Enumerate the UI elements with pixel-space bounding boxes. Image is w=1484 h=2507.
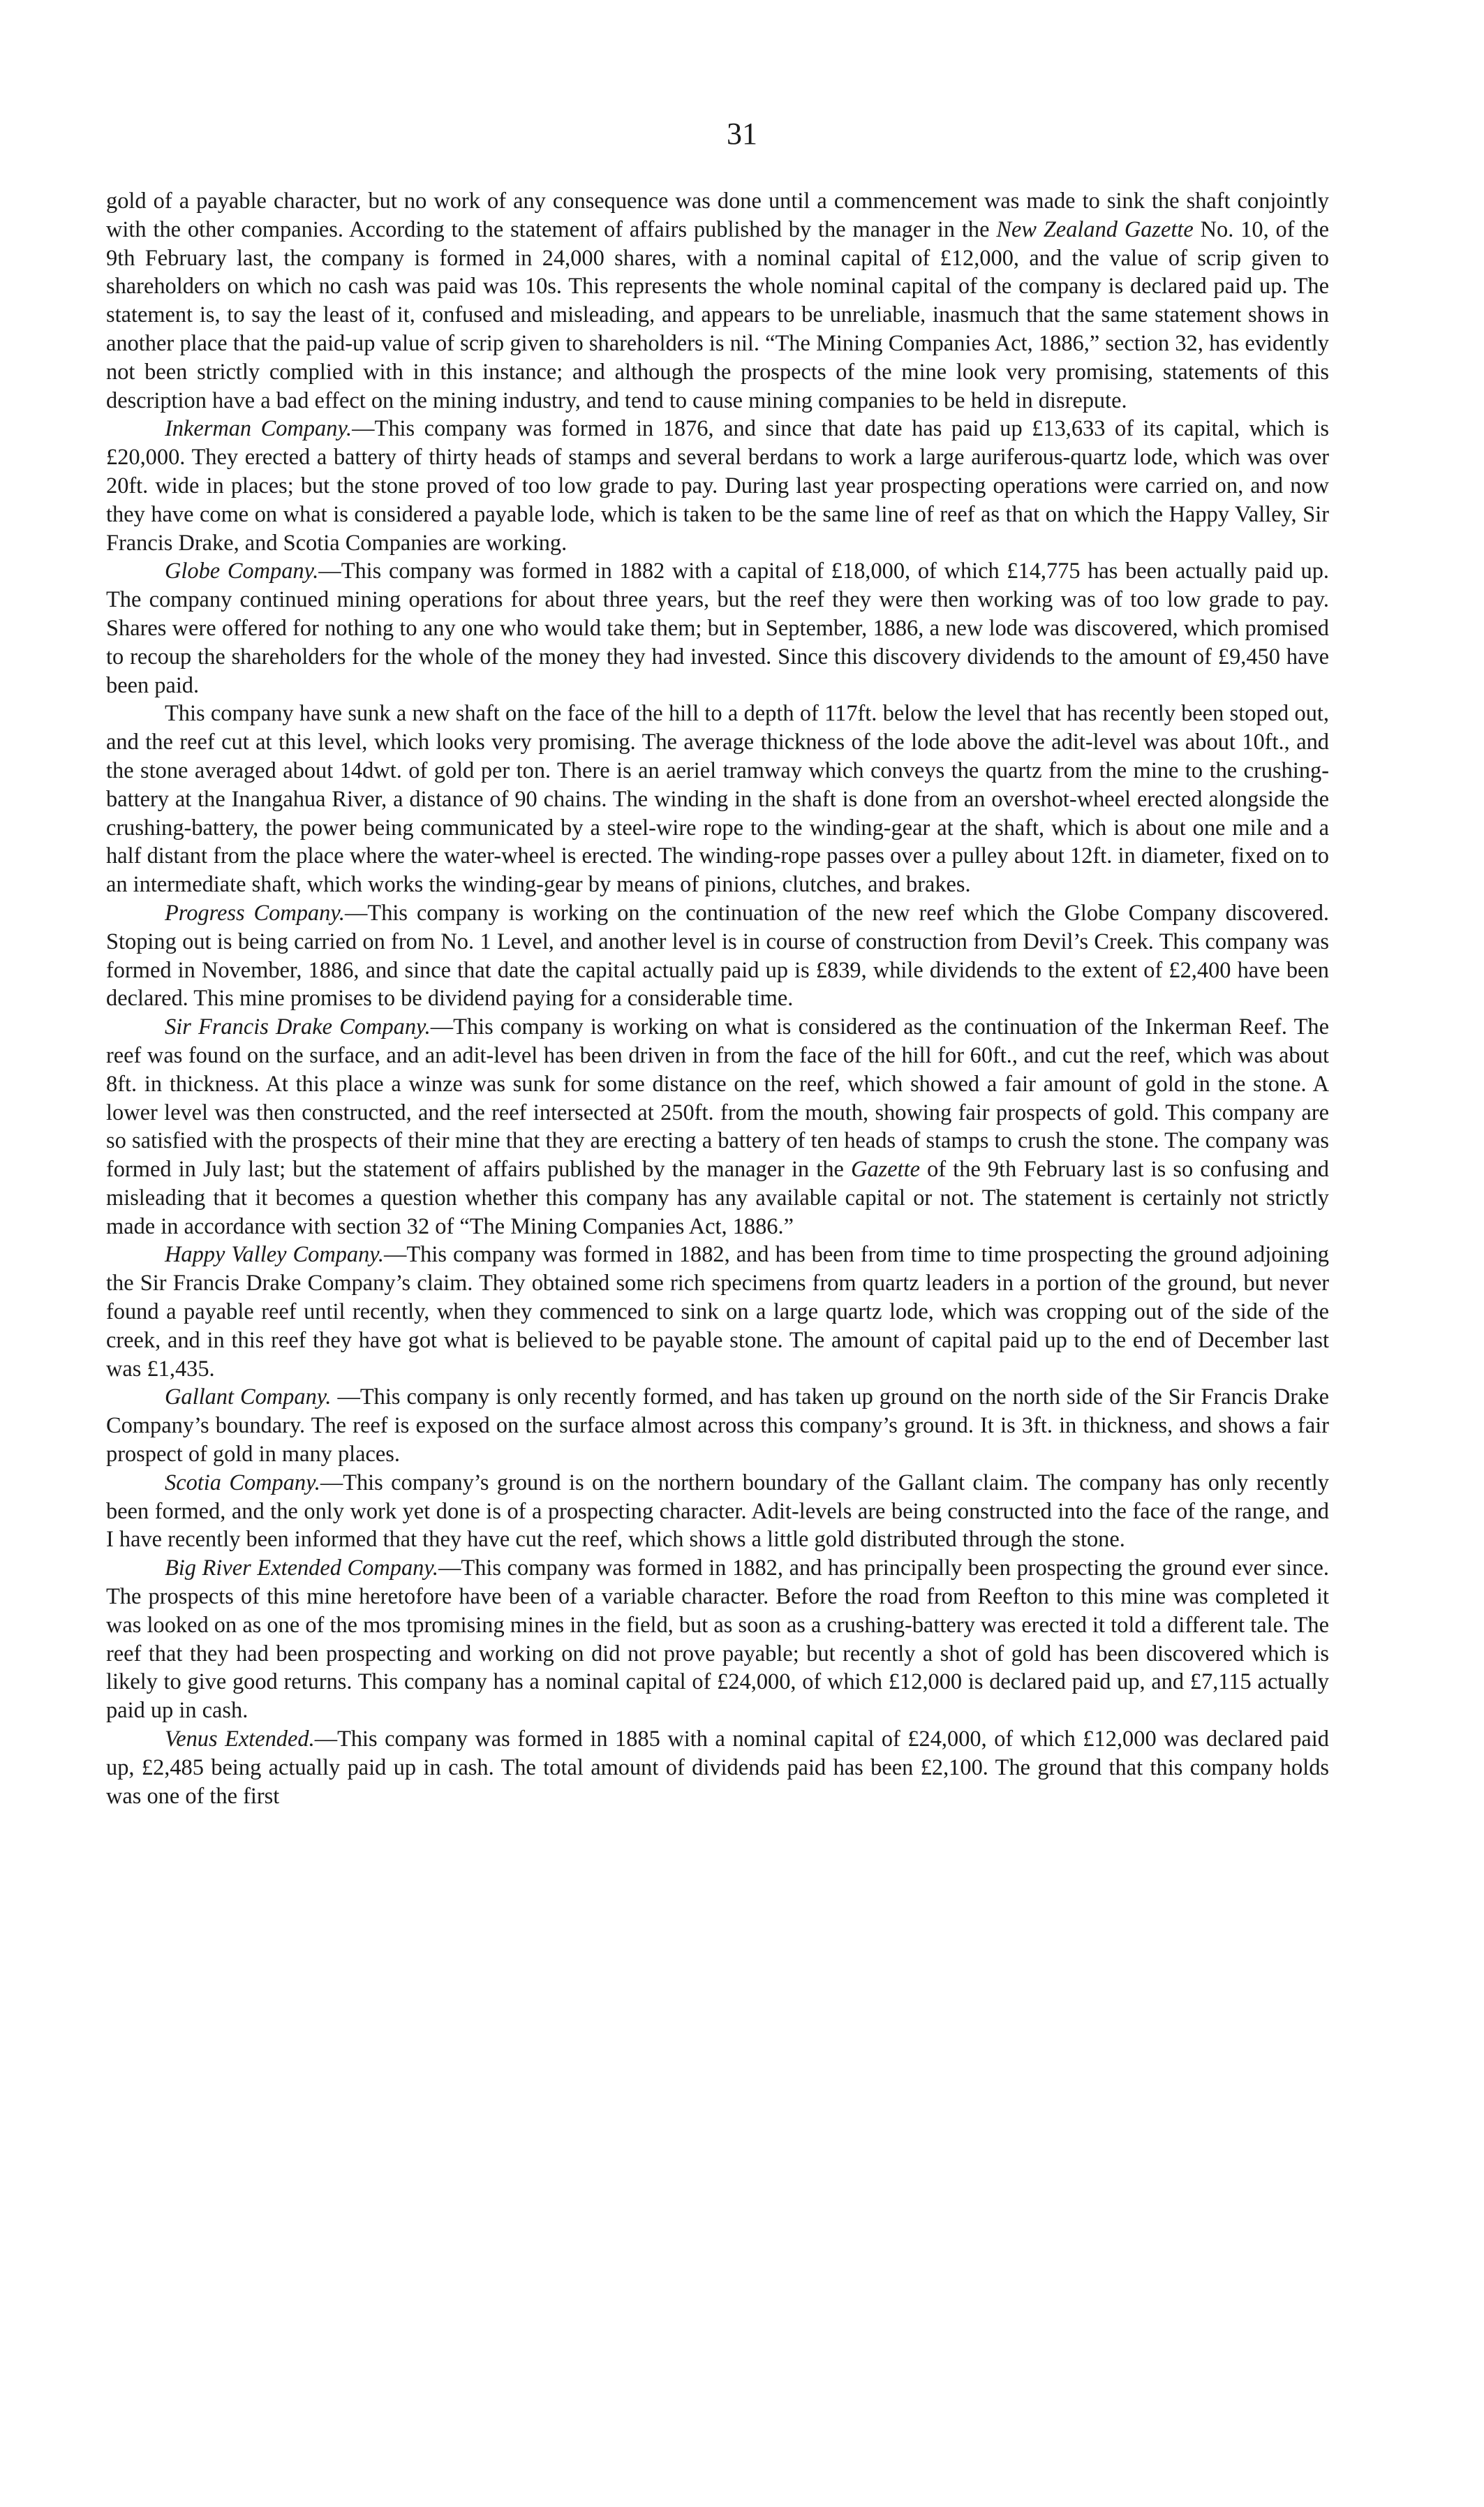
paragraph-text: —This company was formed in 1876, and since that date has paid up £13,633 of its capital, which is £20,000. They erected a battery of thirty heads of stamps and several berdans to work a large auriferous-quartz lode, which was over 20ft. wide in places; but the stone proved of too low grade to pay. During last year prospecting operations were carried on, and now they have come on what is considered a payable lode, which is taken to be the same line of reef as that on which the Happy Valley, Sir Francis Drake, and Scotia Companies are working. <box>106 416 1329 556</box>
paragraph-heading: Progress Company. <box>165 900 346 926</box>
paragraph-text: gold of a payable character, but no work of any consequence was done until a commencement was made to sink the shaft conjointly with the other companies. According to the statement of affairs published by the manager in the <box>106 188 1329 242</box>
paragraph-heading: Happy Valley Company. <box>165 1242 384 1268</box>
paragraph-big-river-extended <box>106 1554 1329 1725</box>
italic-publication-title: Gazette <box>851 1157 921 1183</box>
paragraph-venus-extended <box>106 1725 1329 1810</box>
paragraph-text: —This company was formed in 1882 with a capital of £18,000, of which £14,775 has been actually paid up. The company continued mining operations for about three years, but the reef they were then working was of too low grade to pay. Shares were offered for nothing to any one who would take them; but in September, 1886, a new lode was discovered, which promised to recoup the shareholders for the whole of the money they had invested. Since this discovery dividends to the amount of £9,450 have been paid. <box>106 559 1329 698</box>
paragraph-inkerman <box>106 415 1329 557</box>
paragraph-text: No. 10, of the 9th February last, the company is formed in 24,000 shares, with a nominal capital of £12,000, and the value of scrip given to shareholders on which no cash was paid was 10s. This represents the whole nominal capital of the company is declared paid up. The statement is, to say the least of it, confused and misleading, and appears to be unreliable, inasmuch that the same statement shows in another place that the paid-up value of scrip given to shareholders is nil. “The Mining Companies Act, 1886,” section 32, has evidently not been strictly complied with in this instance; and although the prospects of the mine look very promising, statements of this description have a bad effect on the mining industry, and tend to cause mining companies to be held in disrepute. <box>106 216 1329 413</box>
paragraph-heading: Big River Extended Company. <box>165 1555 439 1581</box>
paragraph-text: —This company’s ground is on the northern boundary of the Gallant claim. The company has only recently been formed, and the only work yet done is of a prospecting character. Adit-levels are being constructed into the face of the range, and I have recently been informed that they have cut the reef, which shows a little gold distributed through the stone. <box>106 1470 1330 1553</box>
paragraph-globe <box>106 557 1329 700</box>
paragraph-text: —This company was formed in 1882, and has principally been prospecting the ground ever since. The prospects of this mine heretofore have been of a variable character. Before the road from Reefton to this mine was completed it was looked on as one of the mos tpromising mines in the field, but as soon as a crushing-battery was erected it told a different tale. The reef that they had been prospecting and working on did not prove payable; but recently a shot of gold has been discovered which is likely to give good returns. This company has a nominal capital of £24,000, of which £12,000 is declared paid up, and £7,115 actually paid up in cash. <box>106 1555 1329 1724</box>
italic-publication-title: New Zealand Gazette <box>996 216 1194 242</box>
paragraph-heading: Venus Extended. <box>165 1726 315 1752</box>
paragraph-sir-francis-drake <box>106 1013 1329 1241</box>
paragraph-heading: Inkerman Company. <box>165 416 353 442</box>
paragraph-gallant <box>106 1383 1329 1468</box>
paragraph-continuation <box>106 187 1329 415</box>
page-number: 31 <box>727 117 757 151</box>
paragraph-text: —This company was formed in 1885 with a nominal capital of £24,000, of which £12,000 was declared paid up, £2,485 being actually paid up in cash. The total amount of dividends paid has been £2,100. The ground that this company holds was one of the first <box>106 1726 1329 1809</box>
paragraph-text: —This company is working on the continuation of the new reef which the Globe Company discovered. Stoping out is being carried on from No. 1 Level, and another level is in course of construction from Devil’s Creek. This company was formed in November, 1886, and since that date the capital actually paid up is £839, while dividends to the extent of £2,400 have been declared. This mine promises to be dividend paying for a considerable time. <box>106 900 1329 1012</box>
paragraph-globe-shaft <box>106 700 1329 899</box>
paragraph-happy-valley <box>106 1241 1329 1383</box>
paragraph-text: —This company is working on what is considered as the continuation of the Inkerman Reef. The reef was found on the surface, and an adit-level has been driven in from the face of the hill for 60ft., and cut the reef, which was about 8ft. in thickness. At this place a winze was sunk for some distance on the reef, which showed a fair amount of gold in the stone. A lower level was then constructed, and the reef intersected at 250ft. from the mouth, showing fair prospects of gold. This company are so satisfied with the prospects of their mine that they are erecting a battery of ten heads of stamps to crush the stone. The company was formed in July last; but the statement of affairs published by the manager in the <box>106 1014 1330 1183</box>
paragraph-heading: Gallant Company. <box>165 1384 332 1410</box>
paragraph-heading: Sir Francis Drake Company. <box>165 1014 431 1040</box>
paragraph-heading: Scotia Company. <box>165 1470 320 1495</box>
paragraph-text: —This company was formed in 1882, and has been from time to time prospecting the ground adjoining the Sir Francis Drake Company’s claim. They obtained some rich specimens from quartz leaders in a portion of the ground, but never found a payable reef until recently, when they commenced to sink on a large quartz lode, which was cropping out of the side of the creek, and in this reef they have got what is believed to be payable stone. The amount of capital paid up to the end of December last was £1,435. <box>106 1242 1330 1382</box>
paragraph-text: of the 9th February last is so confusing and misleading that it becomes a question whether this company has any available capital or not. The statement is certainly not strictly made in accordance with section 32 of “The Mining Companies Act, 1886.” <box>106 1157 1329 1239</box>
paragraph-heading: Globe Company. <box>165 559 319 584</box>
paragraph-scotia <box>106 1469 1329 1554</box>
paragraph-text: This company have sunk a new shaft on the face of the hill to a depth of 117ft. below the level that has recently been stoped out, and the reef cut at this level, which looks very promising. The average thickness of the lode above the adit-level was about 10ft., and the stone averaged about 14dwt. of gold per ton. There is an aeriel tramway which conveys the quartz from the mine to the crushing-battery at the Inangahua River, a distance of 90 chains. The winding in the shaft is done from an overshot-wheel erected alongside the crushing-battery, the power being communicated by a steel-wire rope to the winding-gear at the shaft, which is about one mile and a half distant from the place where the water-wheel is erected. The winding-rope passes over a pulley about 12ft. in diameter, fixed on to an intermediate shaft, which works the winding-gear by means of pinions, clutches, and brakes. <box>106 701 1329 898</box>
paragraph-text: —This company is only recently formed, and has taken up ground on the north side of the Sir Francis Drake Company’s boundary. The reef is exposed on the surface almost across this company’s ground. It is 3ft. in thickness, and shows a fair prospect of gold in many places. <box>106 1384 1329 1467</box>
paragraph-progress <box>106 899 1329 1013</box>
body-text <box>106 187 1329 1810</box>
